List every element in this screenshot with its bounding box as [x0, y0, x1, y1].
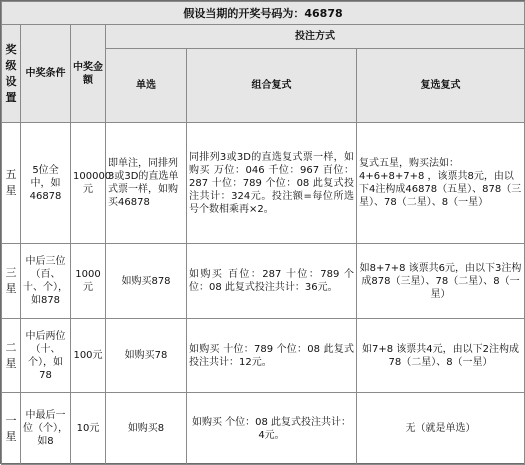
table-title: 假设当期的开奖号码为：46878	[2, 2, 525, 25]
table-row	[2, 123, 525, 244]
row-level: 二星	[2, 319, 21, 393]
header-amount: 中奖金额	[71, 25, 106, 123]
row-amount: 10元	[71, 393, 106, 465]
row-multi: 复式五星，购买法如：4+6+8+7+8 ，该票共8元，由以下4注构成46878（五星）、878（三星）、78（二星）、8（一星）	[357, 123, 525, 244]
row-level: 三星	[2, 244, 21, 319]
table-row	[2, 244, 525, 319]
row-level: 一星	[2, 393, 21, 465]
prize-rules-table	[1, 1, 525, 465]
row-multi: 如8+7+8 该票共6元，由以下3注构成878（三星）、78（二星）、8（一星）	[357, 244, 525, 319]
row-single: 如购买878	[106, 244, 187, 319]
header-combo: 组合复式	[187, 49, 357, 123]
table-row	[2, 319, 525, 393]
title-row	[2, 2, 525, 25]
header-multi: 复选复式	[357, 49, 525, 123]
row-amount: 100元	[71, 319, 106, 393]
row-combo: 如购买 十位：789 个位：08 此复式投注共计：12元。	[187, 319, 357, 393]
row-amount: 100000元	[71, 123, 106, 244]
row-level: 五星	[2, 123, 21, 244]
row-single: 如购买8	[106, 393, 187, 465]
table-row	[2, 393, 525, 465]
row-combo: 如购买 百位：287 十位：789 个位：08 此复式投注共计：36元。	[187, 244, 357, 319]
header-method: 投注方式	[106, 25, 525, 49]
row-condition: 中最后一位（个），如8	[21, 393, 71, 465]
row-condition: 中后两位（十、个），如78	[21, 319, 71, 393]
header-condition: 中奖条件	[21, 25, 71, 123]
row-multi: 如7+8 该票共4元，由以下2注构成78（二星）、8（一星）	[357, 319, 525, 393]
row-single: 即单注，同排列3或3D的直选单式票一样，如购买46878	[106, 123, 187, 244]
row-condition: 5位全中，如46878	[21, 123, 71, 244]
header-row-1	[2, 25, 525, 49]
row-combo: 同排列3或3D的直选复式票一样，如购买 万位：046 千位：967 百位：287 十位：789 个位：08 此复式投注共计：324元。投注额=每位所选号个数相乘再×2。	[187, 123, 357, 244]
row-amount: 1000元	[71, 244, 106, 319]
header-level: 奖级设置	[2, 25, 21, 123]
row-combo: 如购买 个位：08 此复式投注共计：4元。	[187, 393, 357, 465]
row-single: 如购买78	[106, 319, 187, 393]
header-single: 单选	[106, 49, 187, 123]
row-multi: 无（就是单选）	[357, 393, 525, 465]
row-condition: 中后三位（百、十、个），如878	[21, 244, 71, 319]
